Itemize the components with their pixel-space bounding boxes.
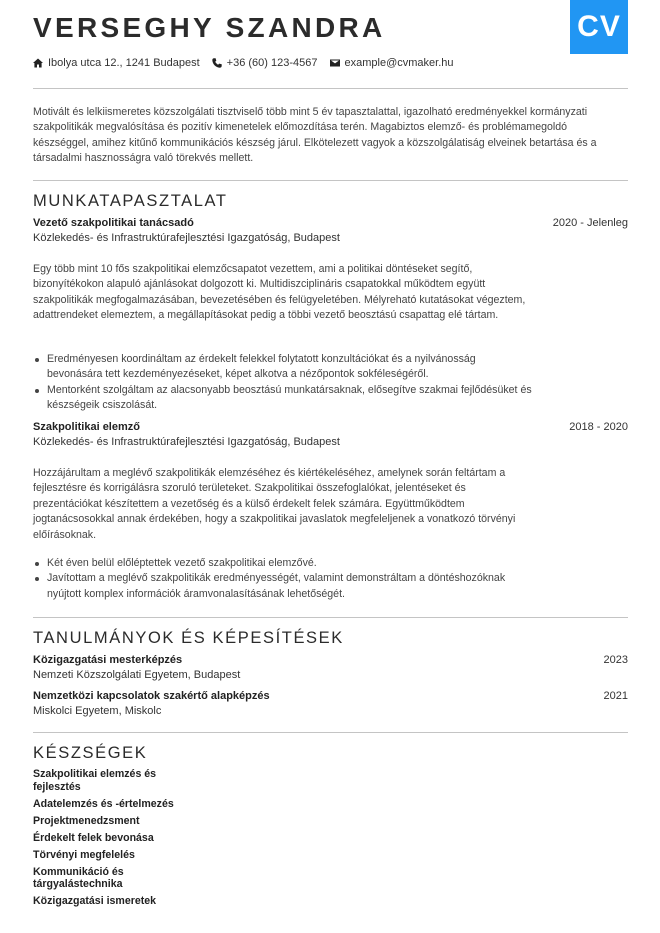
list-item: Eredményesen koordináltam az érdekelt felekkel folytatott konzultációkat és a nyilvánosság bevonására tett kezdeményezéseket, képet alkotva a nézőpontok sokféleségéről. xyxy=(33,352,533,383)
school-name: Nemzeti Közszolgálati Egyetem, Budapest xyxy=(33,669,241,681)
job-achievements xyxy=(33,556,533,602)
job-organization: Közlekedés- és Infrastruktúrafejlesztési Igazgatóság, Budapest xyxy=(33,436,340,448)
home-icon xyxy=(33,58,43,68)
contact-email xyxy=(330,57,454,69)
skill-item: Törvényi megfelelés xyxy=(33,848,135,861)
candidate-name: VERSEGHY SZANDRA xyxy=(33,12,386,43)
job-title: Vezető szakpolitikai tanácsadó xyxy=(33,217,194,229)
skill-item: Közigazgatási ismeretek xyxy=(33,895,157,907)
list-item: Javítottam a meglévő szakpolitikák eredményességét, valamint demonstráltam a döntéshozóknak nyújtott komplex információk áramvonalasításának lehetőségét. xyxy=(33,571,533,602)
skill-item: Kommunikáció és tárgyalástechnika xyxy=(33,865,124,890)
divider xyxy=(33,732,628,733)
job-organization: Közlekedés- és Infrastruktúrafejlesztési Igazgatóság, Budapest xyxy=(33,232,340,244)
skills-heading: KÉSZSÉGEK xyxy=(33,744,148,762)
list-item: Mentorként szolgáltam az alacsonyabb beosztású munkatársaknak, elősegítve szakmai fejlődésüket és készségeik csiszolását. xyxy=(33,383,533,414)
email-text: example@cvmaker.hu xyxy=(344,57,454,69)
skills-list xyxy=(33,768,183,912)
job-description: Egy több mint 10 fős szakpolitikai elemzőcsapatot vezettem, ami a politikai döntéseket segítő, bizonyítékokon alapuló ajánlásokat dolgozott ki. Multidiszciplináris csapatokkal működtem együtt szakpolitikák megfogalmazásában, bevezetésében és felügyeletében. Mélyreható kutatásokat végeztem, adattrendeket elemeztem, a megállapításokat pedig a többi vezető beosztású csapattag elé tártam. xyxy=(33,263,526,322)
school-name: Miskolci Egyetem, Miskolc xyxy=(33,705,162,717)
divider xyxy=(33,617,628,618)
cv-badge: CV xyxy=(570,0,628,54)
profile-summary: Motivált és lelkiismeretes közszolgálati tisztviselő több mint 5 év tapasztalattal, igazolható eredményekkel kormányzati szakpolitikák megvalósítása és pozitív kimenetelek előmozdítása terén. Magabiztos elemző- és problémamegoldó készséggel, amihez kitűnő kommunikációs készség járul. Elkötelezett vagyok a közszolgálatiság elveinek betartása és a társadalmi hasznosságra való törekvés mellett. xyxy=(33,106,597,164)
job-title: Szakpolitikai elemző xyxy=(33,421,140,433)
skill-item: Érdekelt felek bevonása xyxy=(33,831,154,844)
list-item: Két éven belül előléptettek vezető szakpolitikai elemzővé. xyxy=(33,556,533,571)
degree-title: Nemzetközi kapcsolatok szakértő alapképzés xyxy=(33,690,270,702)
contact-bar xyxy=(33,57,466,69)
divider xyxy=(33,180,628,181)
skill-item: Szakpolitikai elemzés és fejlesztés xyxy=(33,768,157,793)
job-achievements xyxy=(33,352,533,414)
job-date: 2020 - Jelenleg xyxy=(552,217,628,229)
contact-phone xyxy=(212,57,318,69)
contact-address xyxy=(33,57,200,69)
degree-title: Közigazgatási mesterképzés xyxy=(33,654,183,666)
degree-year: 2021 xyxy=(603,690,628,702)
phone-icon xyxy=(212,58,222,68)
address-text: Ibolya utca 12., 1241 Budapest xyxy=(48,57,200,69)
divider xyxy=(33,88,628,89)
job-description: Hozzájárultam a meglévő szakpolitikák elemzéséhez és kiértékeléséhez, amelynek során feltártam a fejlesztésre és korrigálásra szoruló területeket. Szakpolitikai összefoglalókat, jelentéseket és prezentációkat készítettem a vezetőség és a külső érdekelt felek számára. Együttműködtem jogtanácsosokkal annak érdekében, hogy a szakpolitikai javaslatok megfeleljenek a vonatkozó törvényi előírásoknak. xyxy=(33,467,516,541)
skill-item: Projektmenedzsment xyxy=(33,814,140,827)
job-date: 2018 - 2020 xyxy=(569,421,628,433)
mail-icon xyxy=(330,58,340,68)
phone-text: +36 (60) 123-4567 xyxy=(226,57,318,69)
experience-heading: MUNKATAPASZTALAT xyxy=(33,192,228,210)
degree-year: 2023 xyxy=(603,654,628,666)
skill-item: Adatelemzés és -értelmezés xyxy=(33,797,174,810)
education-heading: TANULMÁNYOK ÉS KÉPESÍTÉSEK xyxy=(33,629,344,647)
